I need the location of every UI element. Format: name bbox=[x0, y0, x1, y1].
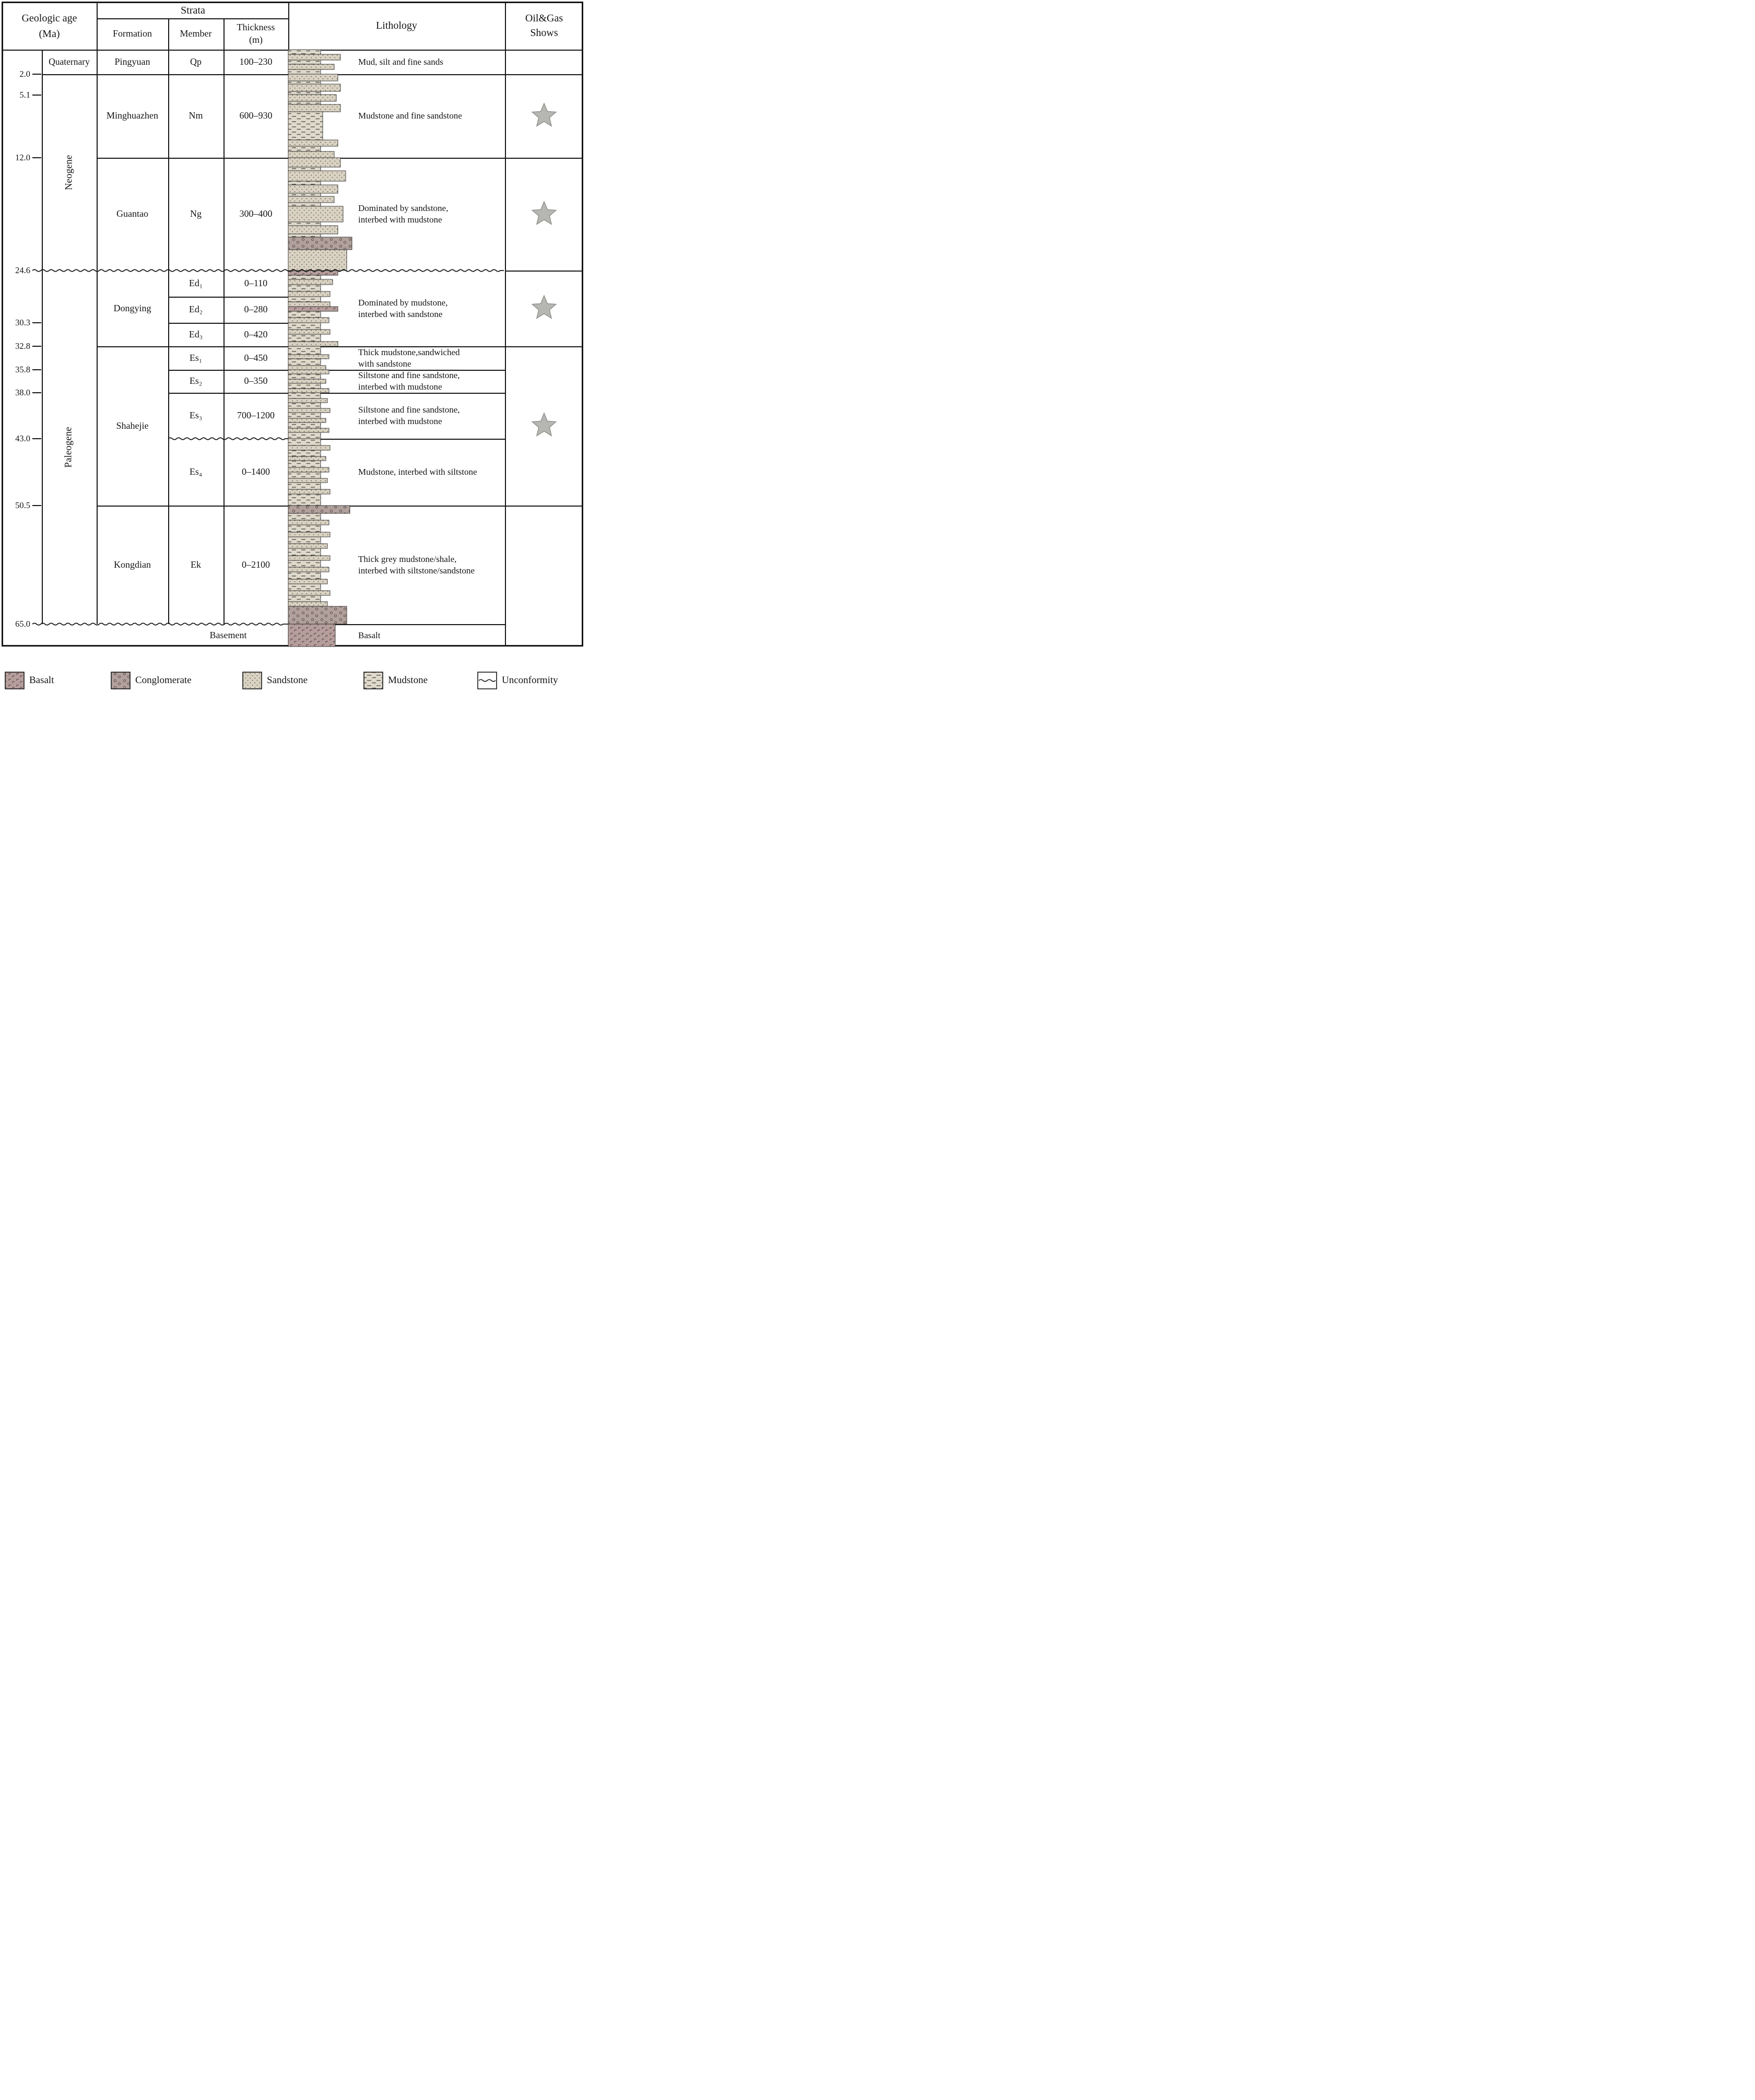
member-ng: Ng bbox=[190, 208, 202, 219]
member-ed3: Ed₃ bbox=[189, 329, 203, 339]
thickness-es3: 700–1200 bbox=[237, 410, 275, 421]
header-geologic-age-text: Geologic age bbox=[21, 13, 77, 24]
formation-pingyuan: Pingyuan bbox=[114, 56, 150, 67]
age-tick-label-24.6: 24.6 bbox=[15, 265, 30, 275]
header-strata: Strata bbox=[181, 5, 205, 16]
lithology-desc-dongying: Dominated by mudstone, interbed with sandstone bbox=[358, 297, 448, 319]
era-paleogene: Paleogene bbox=[63, 427, 75, 468]
member-es3: Es₃ bbox=[189, 410, 203, 421]
member-es4: Es₄ bbox=[189, 466, 203, 477]
formation-minghuazhen: Minghuazhen bbox=[107, 110, 158, 121]
header-thickness: Thickness (m) bbox=[237, 22, 275, 45]
thickness-qp: 100–230 bbox=[239, 56, 273, 67]
thickness-ng: 300–400 bbox=[239, 208, 273, 219]
age-tick-label-12.0: 12.0 bbox=[15, 152, 30, 162]
legend-label-conglomerate: Conglomerate bbox=[135, 675, 192, 686]
legend bbox=[0, 0, 585, 700]
thickness-es4: 0–1400 bbox=[242, 466, 270, 477]
header-member: Member bbox=[180, 28, 212, 39]
formation-guantao: Guantao bbox=[116, 208, 148, 219]
lithology-desc-basalt: Basalt bbox=[358, 630, 381, 640]
legend-label-unconformity: Unconformity bbox=[502, 675, 558, 686]
formation-dongying: Dongying bbox=[113, 302, 151, 313]
member-nm: Nm bbox=[189, 110, 203, 121]
age-tick-label-5.1: 5.1 bbox=[19, 90, 30, 100]
thickness-es2: 0–350 bbox=[244, 376, 268, 386]
lithology-desc-es1: Thick mudstone,sandwiched with sandstone bbox=[358, 347, 460, 369]
member-ek: Ek bbox=[191, 559, 201, 570]
thickness-ed2: 0–280 bbox=[244, 304, 268, 315]
age-tick-label-2.0: 2.0 bbox=[19, 69, 30, 79]
header-lithology: Lithology bbox=[376, 20, 417, 31]
formation-basement: Basement bbox=[209, 629, 247, 640]
era-neogene: Neogene bbox=[63, 155, 75, 190]
header-oil-gas-shows: Oil&Gas Shows bbox=[525, 13, 563, 39]
member-es2: Es₂ bbox=[189, 376, 203, 386]
formation-shahejie: Shahejie bbox=[116, 420, 149, 431]
thickness-nm: 600–930 bbox=[239, 110, 273, 121]
formation-kongdian: Kongdian bbox=[114, 559, 151, 570]
member-ed1: Ed₁ bbox=[189, 278, 203, 289]
thickness-ed3: 0–420 bbox=[244, 329, 268, 339]
lithology-desc-es4: Mudstone, interbed with siltstone bbox=[358, 467, 477, 477]
stratigraphic-column bbox=[0, 0, 585, 700]
lithology-desc-es3: Siltstone and fine sandstone, interbed with mudstone bbox=[358, 405, 460, 426]
header-ma-text: (Ma) bbox=[39, 28, 60, 40]
lithology-desc-es2: Siltstone and fine sandstone, interbed with mudstone bbox=[358, 370, 460, 392]
thickness-ek: 0–2100 bbox=[242, 559, 270, 570]
lithology-desc-minghuazhen: Mudstone and fine sandstone bbox=[358, 111, 462, 121]
age-tick-label-32.8: 32.8 bbox=[15, 341, 30, 351]
member-qp: Qp bbox=[190, 56, 202, 67]
lithology-desc-guantao: Dominated by sandstone, interbed with mudstone bbox=[358, 203, 449, 225]
member-es1: Es₁ bbox=[189, 352, 203, 363]
legend-label-sandstone: Sandstone bbox=[267, 675, 308, 686]
age-tick-label-35.8: 35.8 bbox=[15, 365, 30, 374]
lithology-desc-kongdian: Thick grey mudstone/shale, interbed with siltstone/sandstone bbox=[358, 554, 475, 576]
age-tick-label-38.0: 38.0 bbox=[15, 388, 30, 397]
header-formation: Formation bbox=[113, 28, 152, 39]
legend-label-mudstone: Mudstone bbox=[388, 675, 428, 686]
age-tick-label-30.3: 30.3 bbox=[15, 318, 30, 327]
lithology-desc-pingyuan: Mud, silt and fine sands bbox=[358, 56, 443, 67]
era-quaternary: Quaternary bbox=[49, 56, 90, 67]
thickness-es1: 0–450 bbox=[244, 352, 268, 363]
member-ed2: Ed₂ bbox=[189, 304, 203, 315]
age-tick-label-50.5: 50.5 bbox=[15, 500, 30, 510]
thickness-ed1: 0–110 bbox=[244, 278, 268, 289]
age-tick-label-43.0: 43.0 bbox=[15, 433, 30, 443]
legend-label-basalt: Basalt bbox=[29, 675, 54, 686]
age-tick-label-65.0: 65.0 bbox=[15, 619, 30, 629]
